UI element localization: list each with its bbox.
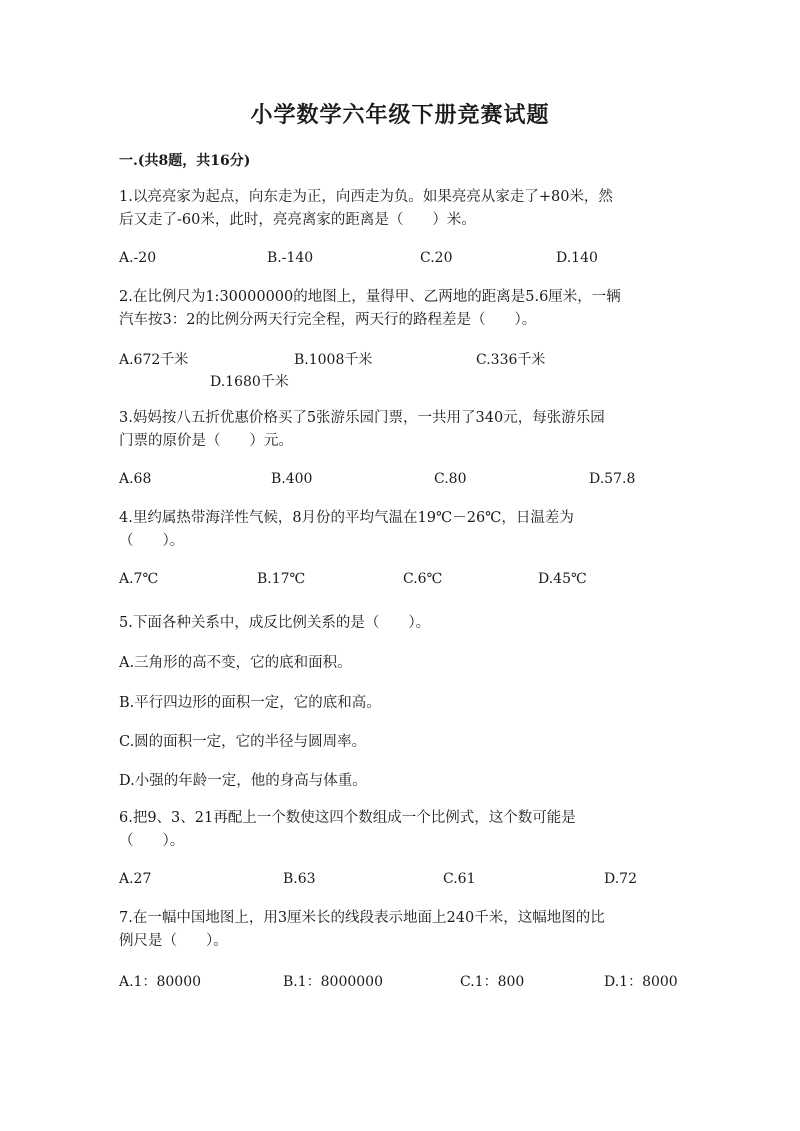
question-stem-line: 7.在一幅中国地图上，用3厘米长的线段表示地面上240千米，这幅地图的比 bbox=[119, 910, 605, 926]
option-a: A.三角形的高不变，它的底和面积。 bbox=[119, 655, 352, 671]
option-b: B.平行四边形的面积一定，它的底和高。 bbox=[119, 695, 381, 711]
question-stem-line: 汽车按3：2的比例分两天行完全程，两天行的路程差是（ ）。 bbox=[119, 312, 537, 328]
option-b: B.63 bbox=[283, 871, 316, 887]
question-stem-line: 6.把9、3、21再配上一个数使这四个数组成一个比例式，这个数可能是 bbox=[119, 810, 576, 826]
option-b: B.400 bbox=[271, 471, 313, 487]
option-d: D.45℃ bbox=[538, 571, 587, 587]
option-a: A.68 bbox=[119, 471, 152, 487]
option-d: D.小强的年龄一定，他的身高与体重。 bbox=[119, 773, 367, 789]
option-c: C.圆的面积一定，它的半径与圆周率。 bbox=[119, 734, 367, 750]
option-d: D.1：8000 bbox=[604, 974, 678, 990]
option-c: C.6℃ bbox=[403, 571, 443, 587]
question-5-stem: 5.下面各种关系中，成反比例关系的是（ ）。 bbox=[119, 615, 431, 631]
section-heading: 一.(共8题，共16分) bbox=[119, 153, 251, 169]
question-4 bbox=[119, 507, 679, 553]
question-stem-line: 例尺是（ ）。 bbox=[119, 933, 228, 949]
option-c: C.80 bbox=[434, 471, 467, 487]
option-a: A.672千米 bbox=[119, 352, 189, 368]
question-7 bbox=[119, 907, 679, 953]
question-stem-line: 3.妈妈按八五折优惠价格买了5张游乐园门票，一共用了340元，每张游乐园 bbox=[119, 410, 605, 426]
page-title: 小学数学六年级下册竞赛试题 bbox=[250, 102, 550, 128]
option-b: B.1008千米 bbox=[294, 352, 373, 368]
question-stem-line: 1.以亮亮家为起点，向东走为正，向西走为负。如果亮亮从家走了+80米，然 bbox=[119, 189, 613, 205]
option-a: A.-20 bbox=[119, 250, 157, 266]
option-d: D.1680千米 bbox=[210, 374, 289, 390]
option-b: B.17℃ bbox=[257, 571, 306, 587]
option-a: A.27 bbox=[119, 871, 152, 887]
question-6 bbox=[119, 807, 679, 853]
option-d: D.72 bbox=[604, 871, 637, 887]
question-stem-line: 门票的原价是（ ）元。 bbox=[119, 433, 293, 449]
option-a: A.1：80000 bbox=[119, 974, 202, 990]
option-c: C.20 bbox=[420, 250, 453, 266]
option-b: B.1：8000000 bbox=[283, 974, 383, 990]
question-1 bbox=[119, 186, 679, 232]
option-c: C.61 bbox=[443, 871, 476, 887]
option-b: B.-140 bbox=[267, 250, 314, 266]
question-3 bbox=[119, 407, 679, 453]
option-d: D.57.8 bbox=[589, 471, 636, 487]
option-d: D.140 bbox=[556, 250, 598, 266]
option-c: C.336千米 bbox=[476, 352, 546, 368]
option-a: A.7℃ bbox=[119, 571, 159, 587]
question-stem-line: 4.里约属热带海洋性气候，8月份的平均气温在19℃－26℃，日温差为 bbox=[119, 510, 574, 526]
question-2 bbox=[119, 286, 679, 332]
option-c: C.1：800 bbox=[460, 974, 525, 990]
question-stem-line: 2.在比例尺为1:30000000的地图上，量得甲、乙两地的距离是5.6厘米，一辆 bbox=[119, 289, 621, 305]
question-stem-line: 后又走了-60米，此时，亮亮离家的距离是（ ）米。 bbox=[119, 212, 476, 228]
question-stem-line: （ ）。 bbox=[119, 833, 185, 849]
question-stem-line: （ ）。 bbox=[119, 533, 185, 549]
